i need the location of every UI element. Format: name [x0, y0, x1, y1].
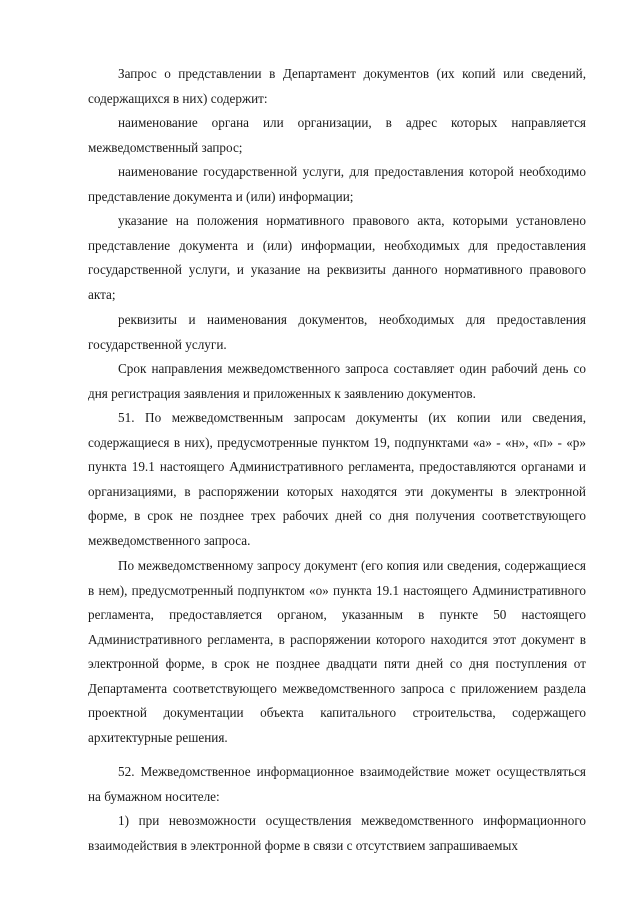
paragraph-request-deadline: Срок направления межведомственного запроса составляет один рабочий день со дня регистрация заявления и приложенных к заявлению документов. [88, 361, 586, 401]
paragraph-legal-act: указание на положения нормативного правового акта, которыми установлено представление документа и (или) информации, необходимых для предоставления государственной услуги, и указание на реквизиты данного нормативного правового акта; [88, 213, 586, 302]
paragraph-section-52: 52. Межведомственное информационное взаимодействие может осуществляться на бумажном носителе: [88, 764, 586, 804]
paragraph-section-51: 51. По межведомственным запросам документы (их копии или сведения, содержащиеся в них), предусмотренные пунктом 19, подпунктами «а» - «н», «п» - «р» пункта 19.1 настоящего Административного регламента, предоставляются органами и организациями, в распоряжении которых находятся эти документы в электронной форме, в срок не позднее трех рабочих дней со дня получения соответствующего межведомственного запроса. [88, 410, 586, 548]
paragraph-document-details: реквизиты и наименования документов, необходимых для предоставления государственной услуги. [88, 312, 586, 352]
paragraph-paper-exchange: 1) при невозможности осуществления межведомственного информационного взаимодействия в электронной форме в связи с отсутствием запрашиваемых [88, 813, 586, 853]
paragraph-request-contents: Запрос о представлении в Департамент документов (их копий или сведений, содержащихся в них) содержит: [88, 66, 586, 106]
paragraph-subpoint-o: По межведомственному запросу документ (его копия или сведения, содержащиеся в нем), предусмотренный подпунктом «о» пункта 19.1 настоящего Административного регламента, предоставляется органом, указанным в пункте 50 настоящего Административного регламента, в распоряжении которого находится этот документ в электронной форме, в срок не позднее двадцати пяти дней со дня поступления от Департамента соответствующего межведомственного запроса с приложением раздела проектной документации объекта капитального строительства, содержащего архитектурные решения. [88, 558, 586, 745]
paragraph-service-name: наименование государственной услуги, для предоставления которой необходимо представление документа и (или) информации; [88, 164, 586, 204]
paragraph-organ-name: наименование органа или организации, в адрес которых направляется межведомственный запрос; [88, 115, 586, 155]
